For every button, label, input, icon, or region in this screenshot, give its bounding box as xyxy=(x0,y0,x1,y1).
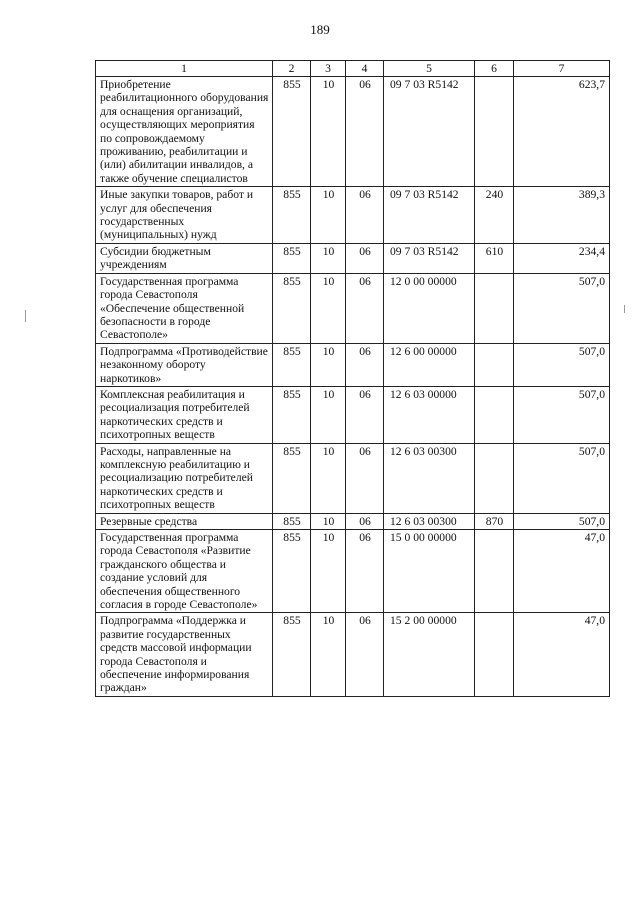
row-section: 10 xyxy=(311,513,346,529)
row-ministry-code: 855 xyxy=(273,77,311,187)
table-row xyxy=(96,273,610,343)
row-amount: 507,0 xyxy=(514,386,610,443)
scan-mark-right xyxy=(624,305,625,313)
table-row xyxy=(96,530,610,613)
row-expense-type: 870 xyxy=(475,513,514,529)
row-target-article: 12 6 03 00300 xyxy=(384,443,475,513)
row-expense-type xyxy=(475,343,514,386)
row-name: Резервные средства xyxy=(96,513,273,529)
row-subsection: 06 xyxy=(346,613,384,696)
row-ministry-code: 855 xyxy=(273,243,311,273)
row-section: 10 xyxy=(311,613,346,696)
row-subsection: 06 xyxy=(346,443,384,513)
row-ministry-code: 855 xyxy=(273,273,311,343)
table-row xyxy=(96,187,610,244)
row-subsection: 06 xyxy=(346,77,384,187)
row-section: 10 xyxy=(311,243,346,273)
row-ministry-code: 855 xyxy=(273,187,311,244)
row-target-article: 12 6 00 00000 xyxy=(384,343,475,386)
table-row xyxy=(96,243,610,273)
row-section: 10 xyxy=(311,530,346,613)
page-number: 189 xyxy=(310,22,330,37)
header-col-6: 6 xyxy=(475,61,514,77)
header-col-2: 2 xyxy=(273,61,311,77)
row-amount: 47,0 xyxy=(514,613,610,696)
row-subsection: 06 xyxy=(346,273,384,343)
row-target-article: 15 0 00 00000 xyxy=(384,530,475,613)
scan-mark-left xyxy=(25,310,26,322)
header-col-5: 5 xyxy=(384,61,475,77)
row-amount: 623,7 xyxy=(514,77,610,187)
row-amount: 234,4 xyxy=(514,243,610,273)
row-target-article: 09 7 03 R5142 xyxy=(384,187,475,244)
row-amount: 507,0 xyxy=(514,343,610,386)
row-amount: 507,0 xyxy=(514,513,610,529)
header-col-1: 1 xyxy=(96,61,273,77)
row-name: Иные закупки товаров, работ и услуг для обеспечения государственных (муниципальных) нужд xyxy=(96,187,273,244)
table-row xyxy=(96,343,610,386)
row-name: Приобретение реабилитационного оборудования для оснащения организаций, осуществляющих мероприятия по сопровождаемому проживанию, реабилитации и (или) абилитации инвалидов, а также обучение специалистов xyxy=(96,77,273,187)
row-section: 10 xyxy=(311,386,346,443)
row-expense-type xyxy=(475,386,514,443)
row-expense-type: 610 xyxy=(475,243,514,273)
row-subsection: 06 xyxy=(346,513,384,529)
row-subsection: 06 xyxy=(346,343,384,386)
row-name: Субсидии бюджетным учреждениям xyxy=(96,243,273,273)
row-subsection: 06 xyxy=(346,386,384,443)
row-expense-type xyxy=(475,273,514,343)
row-target-article: 09 7 03 R5142 xyxy=(384,77,475,187)
row-ministry-code: 855 xyxy=(273,343,311,386)
row-expense-type: 240 xyxy=(475,187,514,244)
row-name: Расходы, направленные на комплексную реабилитацию и ресоциализацию потребителей наркотических средств и психотропных веществ xyxy=(96,443,273,513)
table-row xyxy=(96,443,610,513)
budget-table xyxy=(95,60,610,697)
table-row xyxy=(96,386,610,443)
row-section: 10 xyxy=(311,273,346,343)
row-expense-type xyxy=(475,530,514,613)
row-name: Государственная программа города Севастополя «Развитие гражданского общества и создание условий для обеспечения общественного согласия в городе Севастополе» xyxy=(96,530,273,613)
row-ministry-code: 855 xyxy=(273,613,311,696)
row-section: 10 xyxy=(311,187,346,244)
table-header-row xyxy=(96,61,610,77)
row-name: Комплексная реабилитация и ресоциализация потребителей наркотических средств и психотропных веществ xyxy=(96,386,273,443)
table-row xyxy=(96,613,610,696)
row-amount: 507,0 xyxy=(514,443,610,513)
row-target-article: 12 0 00 00000 xyxy=(384,273,475,343)
row-section: 10 xyxy=(311,343,346,386)
row-expense-type xyxy=(475,443,514,513)
row-subsection: 06 xyxy=(346,530,384,613)
row-ministry-code: 855 xyxy=(273,386,311,443)
row-ministry-code: 855 xyxy=(273,530,311,613)
row-ministry-code: 855 xyxy=(273,443,311,513)
row-name: Подпрограмма «Противодействие незаконному обороту наркотиков» xyxy=(96,343,273,386)
row-expense-type xyxy=(475,613,514,696)
row-subsection: 06 xyxy=(346,187,384,244)
row-expense-type xyxy=(475,77,514,187)
row-target-article: 12 6 03 00000 xyxy=(384,386,475,443)
row-target-article: 12 6 03 00300 xyxy=(384,513,475,529)
row-amount: 389,3 xyxy=(514,187,610,244)
row-section: 10 xyxy=(311,443,346,513)
header-col-4: 4 xyxy=(346,61,384,77)
row-target-article: 15 2 00 00000 xyxy=(384,613,475,696)
row-amount: 507,0 xyxy=(514,273,610,343)
row-target-article: 09 7 03 R5142 xyxy=(384,243,475,273)
table-row xyxy=(96,513,610,529)
row-amount: 47,0 xyxy=(514,530,610,613)
row-subsection: 06 xyxy=(346,243,384,273)
header-col-7: 7 xyxy=(514,61,610,77)
row-name: Государственная программа города Севастополя «Обеспечение общественной безопасности в городе Севастополе» xyxy=(96,273,273,343)
header-col-3: 3 xyxy=(311,61,346,77)
row-section: 10 xyxy=(311,77,346,187)
row-name: Подпрограмма «Поддержка и развитие государственных средств массовой информации города Севастополя и обеспечение информирования граждан» xyxy=(96,613,273,696)
row-ministry-code: 855 xyxy=(273,513,311,529)
table-row xyxy=(96,77,610,187)
